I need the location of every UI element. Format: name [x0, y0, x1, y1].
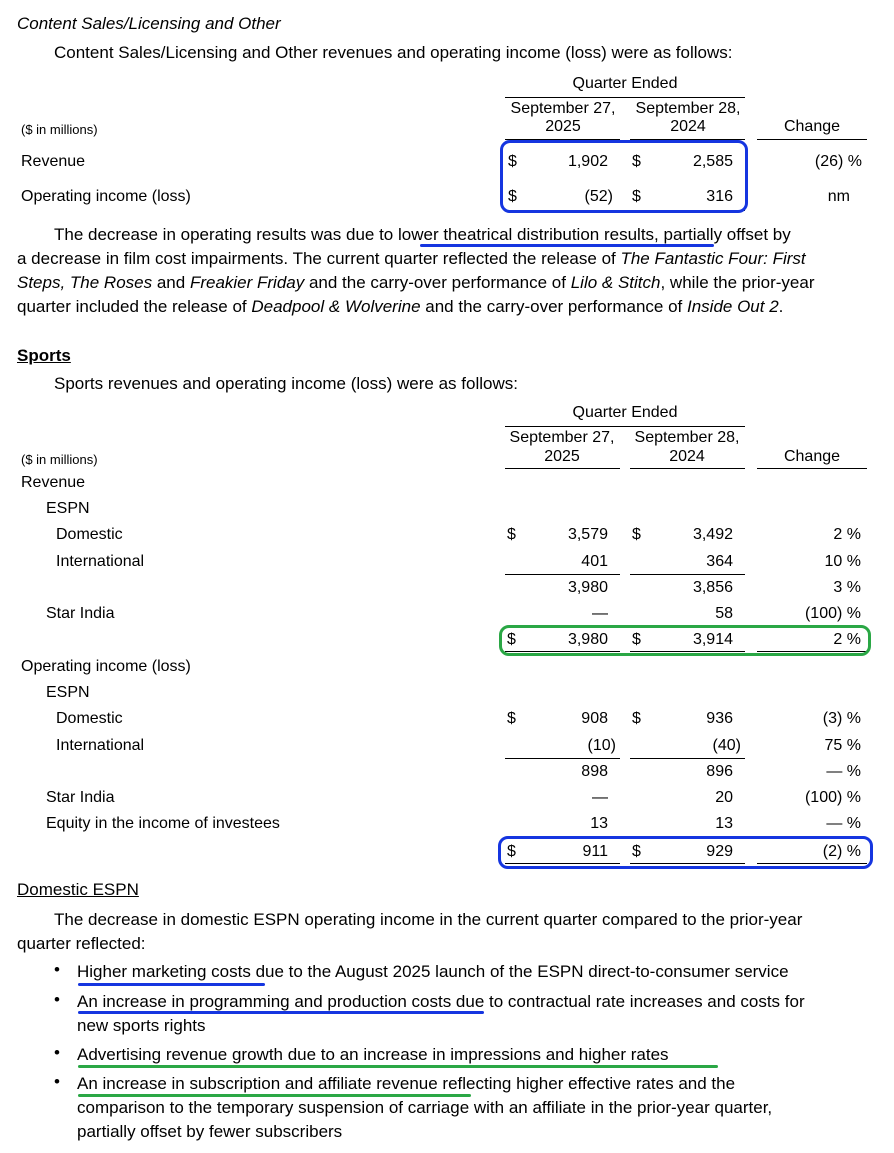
- divider: [757, 139, 867, 140]
- row-label: Equity in the income of investees: [46, 815, 280, 832]
- section-heading-domestic-espn: Domestic ESPN: [17, 880, 139, 899]
- value-2025: 13: [590, 815, 608, 832]
- divider: [630, 758, 745, 759]
- value-2025: 3,980: [567, 579, 608, 596]
- row-label: International: [56, 737, 145, 754]
- paragraph-line: quarter included the release of Deadpool & Wolverine and the carry-over performance of Inside Out 2.: [17, 297, 784, 316]
- divider: [505, 574, 620, 575]
- change-header: Change: [783, 448, 841, 465]
- value-2024: 3,914: [692, 631, 733, 648]
- value-2025: (10): [587, 737, 616, 754]
- bullet-text: Advertising revenue growth due to an increase in impressions and higher rates: [77, 1045, 669, 1064]
- row-label: Domestic: [56, 710, 123, 727]
- section-heading-content-sales: Content Sales/Licensing and Other: [17, 14, 281, 33]
- green-underline-mark: [78, 1094, 471, 1097]
- espn-label: ESPN: [46, 684, 90, 701]
- value-2024: 364: [706, 553, 733, 570]
- value-2025: 3,980: [567, 631, 608, 648]
- operating-income-label: Operating income (loss): [21, 658, 191, 675]
- blue-underline-mark: [420, 244, 714, 247]
- change-value: 10 %: [824, 553, 861, 570]
- value-2024: 896: [706, 763, 733, 780]
- value-2024: (40): [712, 737, 741, 754]
- section-heading-sports: Sports: [17, 346, 71, 365]
- value-2024: 929: [706, 843, 733, 860]
- value-2024: 13: [715, 815, 733, 832]
- change-value: 2 %: [833, 526, 861, 543]
- col-header-2024-l1: September 28,: [634, 429, 740, 446]
- change-value: — %: [826, 763, 861, 780]
- value-2024: 2,585: [692, 153, 733, 170]
- dollar-sign: $: [507, 631, 516, 648]
- sports-intro: Sports revenues and operating income (loss) were as follows:: [54, 374, 518, 393]
- row-label: Star India: [46, 605, 115, 622]
- col-header-2025-l1: September 27,: [509, 429, 615, 446]
- units-label: ($ in millions): [21, 122, 98, 137]
- change-value: (100) %: [804, 789, 861, 806]
- bullet-text-cont: partially offset by fewer subscribers: [77, 1122, 343, 1141]
- change-value: (3) %: [822, 710, 861, 727]
- bullet-icon: •: [54, 990, 60, 1009]
- espn-label: ESPN: [46, 500, 90, 517]
- dollar-sign: $: [507, 526, 516, 543]
- value-2024: 936: [706, 710, 733, 727]
- divider: [630, 574, 745, 575]
- revenue-label: Revenue: [21, 474, 86, 491]
- change-value: — %: [826, 815, 861, 832]
- value-2024: 20: [715, 789, 733, 806]
- row-label: Revenue: [21, 153, 86, 170]
- divider: [505, 97, 745, 98]
- blue-underline-mark: [78, 983, 265, 986]
- green-highlight-box: [499, 625, 871, 656]
- change-value: (2) %: [822, 843, 861, 860]
- paragraph-line: The decrease in operating results was due to lower theatrical distribution results, partially offset by: [54, 225, 791, 244]
- green-underline-mark: [78, 1065, 718, 1068]
- quarter-ended-label: Quarter Ended: [572, 75, 678, 92]
- col-header-2025-l2: 2025: [544, 448, 580, 465]
- bullet-icon: •: [54, 1043, 60, 1062]
- col-header-2024-l1: September 28,: [635, 100, 741, 117]
- bullet-text: An increase in subscription and affiliate revenue reflecting higher effective rates and the: [77, 1074, 736, 1093]
- row-label: International: [56, 553, 145, 570]
- value-2024: 316: [706, 188, 733, 205]
- value-2025: —: [592, 789, 608, 806]
- col-header-2024-l2: 2024: [669, 448, 705, 465]
- dollar-sign: $: [632, 843, 641, 860]
- divider: [630, 468, 745, 469]
- change-value: nm: [827, 188, 850, 205]
- paragraph-line: a decrease in film cost impairments. The current quarter reflected the release of The Fantastic Four: First: [17, 249, 806, 268]
- content-sales-intro: Content Sales/Licensing and Other revenues and operating income (loss) were as follows:: [54, 43, 733, 62]
- change-value: 2 %: [833, 631, 861, 648]
- value-2025: 401: [581, 553, 608, 570]
- value-2025: 908: [581, 710, 608, 727]
- dollar-sign: $: [507, 710, 516, 727]
- bullet-icon: •: [54, 1072, 60, 1091]
- blue-highlight-box: [500, 140, 748, 213]
- blue-highlight-box: [498, 836, 873, 869]
- row-label: Operating income (loss): [21, 188, 191, 205]
- dollar-sign: $: [632, 631, 641, 648]
- change-value: (100) %: [804, 605, 861, 622]
- value-2025: 1,902: [567, 153, 608, 170]
- blue-underline-mark: [78, 1011, 484, 1014]
- bullet-icon: •: [54, 960, 60, 979]
- dollar-sign: $: [508, 188, 517, 205]
- dollar-sign: $: [507, 843, 516, 860]
- paragraph-line: quarter reflected:: [17, 934, 146, 953]
- value-2025: 3,579: [567, 526, 608, 543]
- value-2024: 3,492: [692, 526, 733, 543]
- bullet-text-cont: comparison to the temporary suspension of carriage with an affiliate in the prior-year quarter,: [77, 1098, 773, 1117]
- units-label: ($ in millions): [21, 452, 98, 467]
- divider: [757, 468, 867, 469]
- change-value: (26) %: [814, 153, 862, 170]
- value-2025: (52): [584, 188, 613, 205]
- change-value: 3 %: [833, 579, 861, 596]
- value-2024: 3,856: [692, 579, 733, 596]
- paragraph-line: Steps, The Roses and Freakier Friday and the carry-over performance of Lilo & Stitch, while the prior-year: [17, 273, 815, 292]
- dollar-sign: $: [632, 526, 641, 543]
- col-header-2025-l2: 2025: [545, 118, 581, 135]
- dollar-sign: $: [632, 710, 641, 727]
- divider: [505, 468, 620, 469]
- value-2025: —: [592, 605, 608, 622]
- value-2025: 898: [581, 763, 608, 780]
- paragraph-line: The decrease in domestic ESPN operating income in the current quarter compared to the prior-year: [54, 910, 803, 929]
- col-header-2024-l2: 2024: [670, 118, 706, 135]
- change-header: Change: [783, 118, 841, 135]
- divider: [505, 426, 745, 427]
- bullet-text: Higher marketing costs due to the August 2025 launch of the ESPN direct-to-consumer service: [77, 962, 789, 981]
- bullet-text: An increase in programming and production costs due to contractual rate increases and costs for: [77, 992, 805, 1011]
- row-label: Star India: [46, 789, 115, 806]
- bullet-text-cont: new sports rights: [77, 1016, 206, 1035]
- dollar-sign: $: [632, 188, 641, 205]
- dollar-sign: $: [508, 153, 517, 170]
- value-2025: 911: [582, 843, 608, 860]
- row-label: Domestic: [56, 526, 123, 543]
- quarter-ended-label: Quarter Ended: [572, 404, 678, 421]
- dollar-sign: $: [632, 153, 641, 170]
- value-2024: 58: [715, 605, 733, 622]
- col-header-2025-l1: September 27,: [510, 100, 616, 117]
- divider: [505, 758, 620, 759]
- change-value: 75 %: [824, 737, 861, 754]
